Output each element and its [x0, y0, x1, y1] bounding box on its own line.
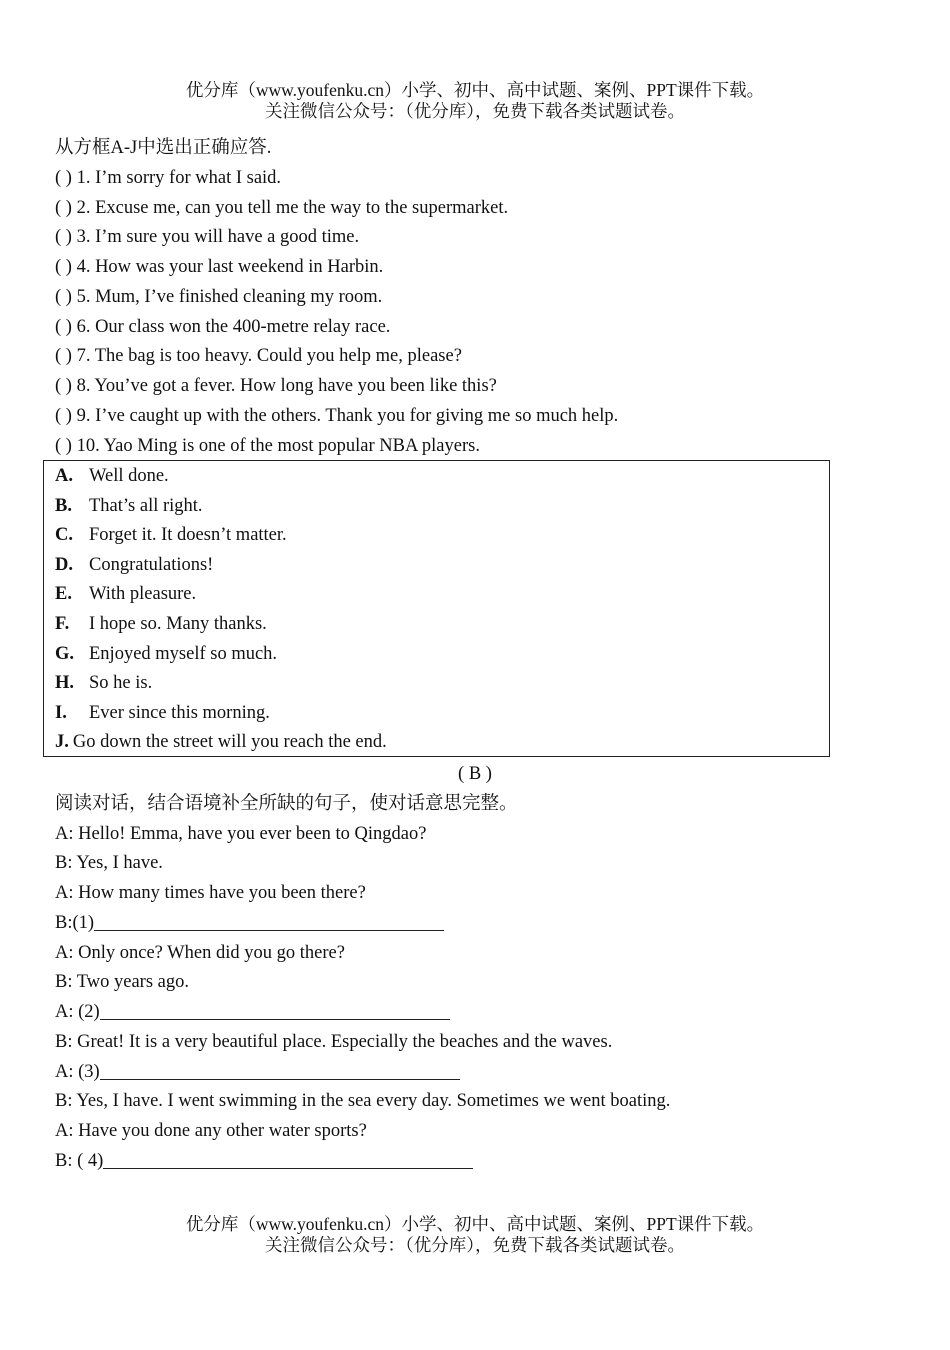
dialogue-line-8: B: Great! It is a very beautiful place. Especially the beaches and the waves. — [55, 1031, 613, 1052]
dialogue-line-2: B: Yes, I have. — [55, 853, 163, 874]
answer-blank-2[interactable] — [100, 1000, 450, 1020]
option-d: D. Congratulations! — [55, 554, 214, 575]
page-header — [0, 80, 950, 122]
dialogue-blank-4: B: ( 4) — [55, 1147, 855, 1177]
option-i: I. Ever since this morning. — [55, 702, 270, 723]
section-a — [55, 134, 855, 461]
dialogue-line-10: B: Yes, I have. I went swimming in the sea every day. Sometimes we went boating. — [55, 1091, 671, 1112]
dialogue-line-6: B: Two years ago. — [55, 972, 190, 993]
section-b-instruction: 阅读对话，结合语境补全所缺的句子，使对话意思完整。 — [55, 793, 518, 814]
option-g: G. Enjoyed myself so much. — [55, 643, 278, 664]
question-9: ( ) 9. I’ve caught up with the others. Thank you for giving me so much help. — [55, 405, 619, 426]
question-4: ( ) 4. How was your last weekend in Harbin. — [55, 257, 384, 277]
option-h: H. So he is. — [55, 673, 153, 694]
dialogue-blank-1: B:(1) — [55, 909, 855, 939]
dialogue-line-11: A: Have you done any other water sports? — [55, 1121, 367, 1141]
question-2: ( ) 2. Excuse me, can you tell me the way to the supermarket. — [55, 197, 509, 218]
answer-blank-4[interactable] — [103, 1149, 473, 1169]
dialogue-blank-3: A: (3) — [55, 1058, 855, 1088]
answer-blank-1[interactable] — [94, 911, 444, 931]
option-f: F. I hope so. Many thanks. — [55, 614, 267, 634]
header-line-2: 关注微信公众号：（优分库），免费下载各类试题试卷。 — [265, 101, 685, 121]
answer-blank-3[interactable] — [100, 1060, 460, 1080]
dialogue-line-1: A: Hello! Emma, have you ever been to Qingdao? — [55, 823, 427, 844]
option-c: C. Forget it. It doesn’t matter. — [55, 525, 287, 546]
question-1: ( ) 1. I’m sorry for what I said. — [55, 167, 282, 188]
section-b — [55, 760, 855, 1177]
dialogue-line-5: A: Only once? When did you go there? — [55, 942, 345, 963]
section-a-instruction: 从方框A-J中选出正确应答. — [55, 138, 272, 158]
dialogue-line-3: A: How many times have you been there? — [55, 883, 366, 903]
footer-line-1: 优分库（www.youfenku.cn）小学、初中、高中试题、案例、PPT课件下载。 — [185, 1214, 765, 1234]
option-e: E. With pleasure. — [55, 584, 197, 605]
section-b-title: ( B ) — [458, 764, 492, 784]
header-line-1: 优分库（www.youfenku.cn）小学、初中、高中试题、案例、PPT课件下载。 — [185, 80, 765, 100]
option-a: A. Well done. — [55, 466, 169, 486]
page-footer — [0, 1214, 950, 1256]
question-10: ( ) 10. Yao Ming is one of the most popular NBA players. — [55, 435, 480, 456]
question-5: ( ) 5. Mum, I’ve finished cleaning my room. — [55, 286, 383, 307]
options-box — [43, 460, 830, 757]
question-6: ( ) 6. Our class won the 400-metre relay race. — [55, 316, 391, 337]
footer-line-2: 关注微信公众号：（优分库），免费下载各类试题试卷。 — [265, 1235, 685, 1255]
dialogue-blank-2: A: (2) — [55, 998, 855, 1028]
option-b: B. That’s all right. — [55, 495, 203, 516]
question-3: ( ) 3. I’m sure you will have a good time. — [55, 227, 360, 248]
option-j: J. Go down the street will you reach the end. — [55, 732, 387, 753]
question-7: ( ) 7. The bag is too heavy. Could you help me, please? — [55, 346, 462, 367]
question-8: ( ) 8. You’ve got a fever. How long have you been like this? — [55, 376, 497, 396]
